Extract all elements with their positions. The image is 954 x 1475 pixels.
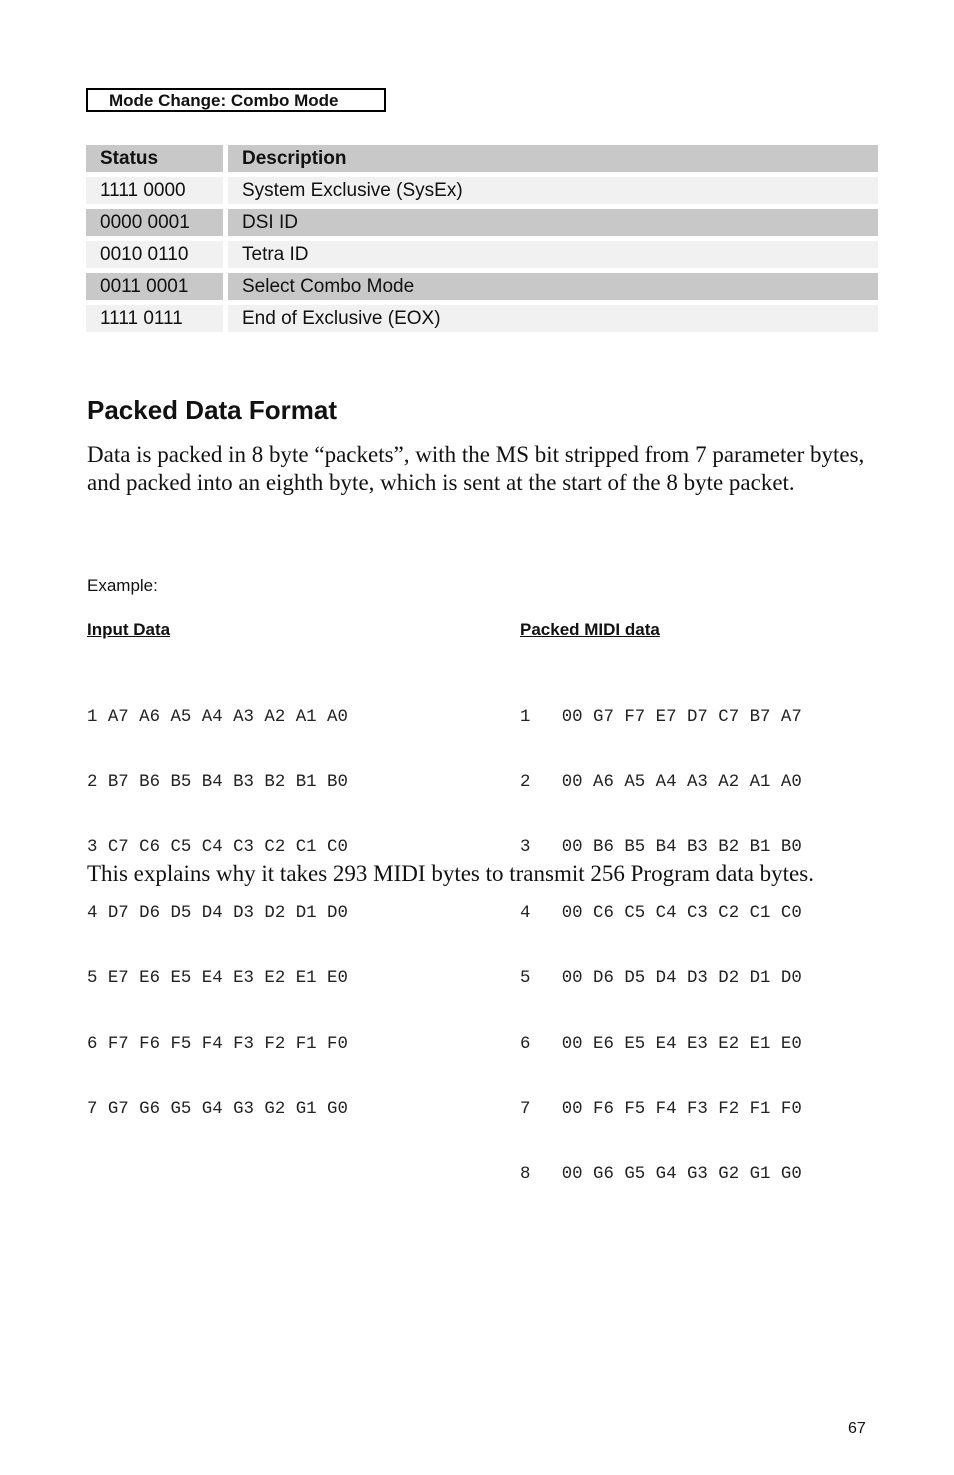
status-cell: 0010 0110: [86, 241, 228, 268]
list-item: 3 00 B6 B5 B4 B3 B2 B1 B0: [520, 838, 802, 858]
description-column-header: Description: [228, 145, 878, 172]
description-cell: End of Exclusive (EOX): [228, 305, 878, 332]
intro-paragraph: Data is packed in 8 byte “packets”, with the MS bit stripped from 7 parameter bytes, and packed into an eighth byte, which is sent at the start of the 8 byte packet.: [87, 442, 865, 495]
table-row: [86, 177, 878, 204]
list-item: 5 00 D6 D5 D4 D3 D2 D1 D0: [520, 969, 802, 989]
description-cell: Select Combo Mode: [228, 273, 878, 300]
status-cell: 1111 0000: [86, 177, 228, 204]
input-data-list: [87, 663, 348, 1143]
list-item: 6 F7 F6 F5 F4 F3 F2 F1 F0: [87, 1034, 348, 1054]
list-item: 7 00 F6 F5 F4 F3 F2 F1 F0: [520, 1099, 802, 1119]
page-number: 67: [848, 1420, 866, 1437]
list-item: 4 00 C6 C5 C4 C3 C2 C1 C0: [520, 903, 802, 923]
list-item: 1 00 G7 F7 E7 D7 C7 B7 A7: [520, 707, 802, 727]
description-cell: DSI ID: [228, 209, 878, 236]
list-item: 2 00 A6 A5 A4 A3 A2 A1 A0: [520, 772, 802, 792]
input-data-heading: Input Data: [87, 620, 171, 639]
list-item: 6 00 E6 E5 E4 E3 E2 E1 E0: [520, 1034, 802, 1054]
list-item: 5 E7 E6 E5 E4 E3 E2 E1 E0: [87, 969, 348, 989]
table-row: [86, 241, 878, 268]
list-item: 3 C7 C6 C5 C4 C3 C2 C1 C0: [87, 838, 348, 858]
status-table: [86, 140, 878, 337]
status-column-header: Status: [86, 145, 228, 172]
description-cell: System Exclusive (SysEx): [228, 177, 878, 204]
description-cell: Tetra ID: [228, 241, 878, 268]
list-item: 1 A7 A6 A5 A4 A3 A2 A1 A0: [87, 707, 348, 727]
packed-midi-list: [520, 663, 802, 1208]
packed-midi-heading: Packed MIDI data: [520, 620, 660, 639]
status-cell: 0011 0001: [86, 273, 228, 300]
table-header-row: [86, 145, 878, 172]
table-row: [86, 305, 878, 332]
list-item: 7 G7 G6 G5 G4 G3 G2 G1 G0: [87, 1099, 348, 1119]
example-label: Example:: [87, 576, 158, 595]
conclusion-paragraph: This explains why it takes 293 MIDI bytes to transmit 256 Program data bytes.: [87, 861, 814, 886]
table-row: [86, 209, 878, 236]
section-title: Packed Data Format: [87, 395, 337, 425]
status-cell: 0000 0001: [86, 209, 228, 236]
list-item: 2 B7 B6 B5 B4 B3 B2 B1 B0: [87, 772, 348, 792]
table-row: [86, 273, 878, 300]
list-item: 4 D7 D6 D5 D4 D3 D2 D1 D0: [87, 903, 348, 923]
status-cell: 1111 0111: [86, 305, 228, 332]
list-item: 8 00 G6 G5 G4 G3 G2 G1 G0: [520, 1165, 802, 1185]
mode-change-label: Mode Change: Combo Mode: [86, 88, 386, 112]
